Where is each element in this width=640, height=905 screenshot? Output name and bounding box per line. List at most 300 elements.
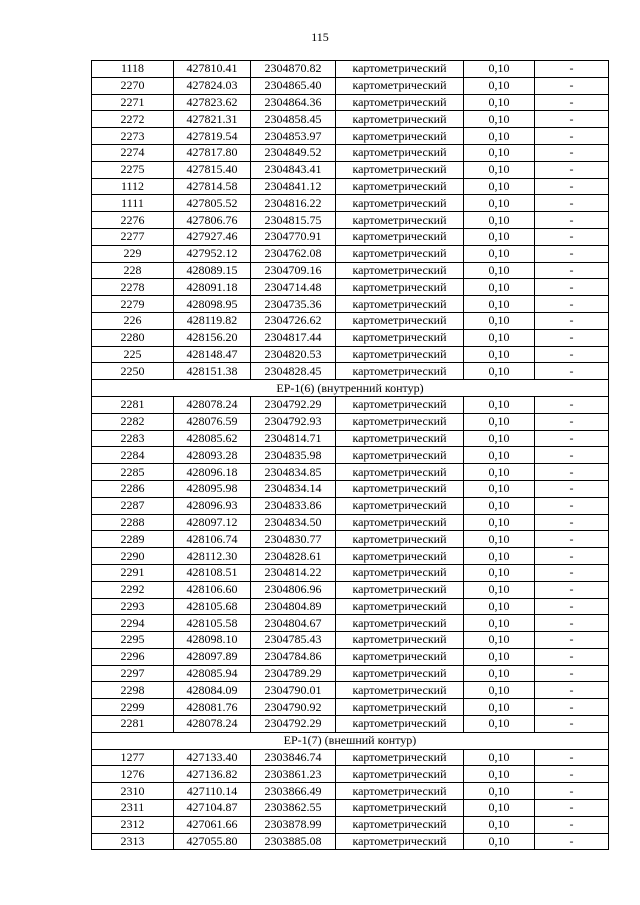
- note-cell: -: [535, 447, 609, 464]
- method-cell: картометрический: [336, 833, 464, 850]
- y-coordinate-cell: 2304789.29: [251, 665, 336, 682]
- y-coordinate-cell: 2304806.96: [251, 581, 336, 598]
- note-cell: -: [535, 346, 609, 363]
- point-number-cell: 228: [92, 262, 174, 279]
- table-row: [92, 178, 609, 195]
- method-cell: картометрический: [336, 346, 464, 363]
- accuracy-cell: 0,10: [464, 514, 535, 531]
- x-coordinate-cell: 428098.95: [174, 296, 251, 313]
- point-number-cell: 2295: [92, 632, 174, 649]
- note-cell: -: [535, 749, 609, 766]
- accuracy-cell: 0,10: [464, 161, 535, 178]
- accuracy-cell: 0,10: [464, 128, 535, 145]
- x-coordinate-cell: 427806.76: [174, 212, 251, 229]
- y-coordinate-cell: 2304849.52: [251, 144, 336, 161]
- y-coordinate-cell: 2304853.97: [251, 128, 336, 145]
- table-row: [92, 564, 609, 581]
- x-coordinate-cell: 428097.89: [174, 648, 251, 665]
- note-cell: -: [535, 144, 609, 161]
- point-number-cell: 2275: [92, 161, 174, 178]
- note-cell: -: [535, 564, 609, 581]
- x-coordinate-cell: 427805.52: [174, 195, 251, 212]
- table-row: [92, 111, 609, 128]
- accuracy-cell: 0,10: [464, 312, 535, 329]
- table-row: [92, 161, 609, 178]
- x-coordinate-cell: 428078.24: [174, 396, 251, 413]
- x-coordinate-cell: 428112.30: [174, 548, 251, 565]
- accuracy-cell: 0,10: [464, 396, 535, 413]
- table-row: [92, 833, 609, 850]
- point-number-cell: 2297: [92, 665, 174, 682]
- point-number-cell: 2312: [92, 816, 174, 833]
- y-coordinate-cell: 2304817.44: [251, 329, 336, 346]
- note-cell: -: [535, 833, 609, 850]
- method-cell: картометрический: [336, 430, 464, 447]
- table-row: [92, 648, 609, 665]
- y-coordinate-cell: 2304814.22: [251, 564, 336, 581]
- point-number-cell: 226: [92, 312, 174, 329]
- y-coordinate-cell: 2304762.08: [251, 245, 336, 262]
- y-coordinate-cell: 2304835.98: [251, 447, 336, 464]
- accuracy-cell: 0,10: [464, 61, 535, 78]
- y-coordinate-cell: 2304864.36: [251, 94, 336, 111]
- point-number-cell: 1118: [92, 61, 174, 78]
- table-row: [92, 514, 609, 531]
- section-title: ЕР-1(6) (внутренний контур): [92, 380, 609, 397]
- table-row: [92, 531, 609, 548]
- y-coordinate-cell: 2304726.62: [251, 312, 336, 329]
- x-coordinate-cell: 428106.60: [174, 581, 251, 598]
- table-row: [92, 61, 609, 78]
- table-row: [92, 716, 609, 733]
- x-coordinate-cell: 428105.68: [174, 598, 251, 615]
- note-cell: -: [535, 296, 609, 313]
- x-coordinate-cell: 428085.94: [174, 665, 251, 682]
- x-coordinate-cell: 427055.80: [174, 833, 251, 850]
- x-coordinate-cell: 428151.38: [174, 363, 251, 380]
- table-row: [92, 548, 609, 565]
- section-row: [92, 380, 609, 397]
- point-number-cell: 2291: [92, 564, 174, 581]
- note-cell: -: [535, 396, 609, 413]
- y-coordinate-cell: 2304828.45: [251, 363, 336, 380]
- accuracy-cell: 0,10: [464, 329, 535, 346]
- note-cell: -: [535, 161, 609, 178]
- x-coordinate-cell: 428084.09: [174, 682, 251, 699]
- note-cell: -: [535, 279, 609, 296]
- accuracy-cell: 0,10: [464, 531, 535, 548]
- method-cell: картометрический: [336, 665, 464, 682]
- x-coordinate-cell: 427823.62: [174, 94, 251, 111]
- table-row: [92, 665, 609, 682]
- x-coordinate-cell: 428156.20: [174, 329, 251, 346]
- method-cell: картометрический: [336, 749, 464, 766]
- table-row: [92, 800, 609, 817]
- table-row: [92, 212, 609, 229]
- y-coordinate-cell: 2303862.55: [251, 800, 336, 817]
- y-coordinate-cell: 2304858.45: [251, 111, 336, 128]
- point-number-cell: 2290: [92, 548, 174, 565]
- accuracy-cell: 0,10: [464, 749, 535, 766]
- x-coordinate-cell: 427817.80: [174, 144, 251, 161]
- note-cell: -: [535, 800, 609, 817]
- y-coordinate-cell: 2304816.22: [251, 195, 336, 212]
- y-coordinate-cell: 2304792.29: [251, 716, 336, 733]
- y-coordinate-cell: 2304814.71: [251, 430, 336, 447]
- note-cell: -: [535, 195, 609, 212]
- note-cell: -: [535, 178, 609, 195]
- accuracy-cell: 0,10: [464, 464, 535, 481]
- point-number-cell: 2272: [92, 111, 174, 128]
- note-cell: -: [535, 632, 609, 649]
- table-row: [92, 699, 609, 716]
- method-cell: картометрический: [336, 699, 464, 716]
- accuracy-cell: 0,10: [464, 447, 535, 464]
- method-cell: картометрический: [336, 363, 464, 380]
- table-row: [92, 430, 609, 447]
- point-number-cell: 2287: [92, 497, 174, 514]
- x-coordinate-cell: 428097.12: [174, 514, 251, 531]
- y-coordinate-cell: 2304834.14: [251, 480, 336, 497]
- x-coordinate-cell: 427814.58: [174, 178, 251, 195]
- table-row: [92, 346, 609, 363]
- table-row: [92, 816, 609, 833]
- note-cell: -: [535, 61, 609, 78]
- note-cell: -: [535, 480, 609, 497]
- accuracy-cell: 0,10: [464, 632, 535, 649]
- method-cell: картометрический: [336, 598, 464, 615]
- note-cell: -: [535, 783, 609, 800]
- table-row: [92, 497, 609, 514]
- method-cell: картометрический: [336, 195, 464, 212]
- table-row: [92, 296, 609, 313]
- note-cell: -: [535, 531, 609, 548]
- point-number-cell: 1277: [92, 749, 174, 766]
- accuracy-cell: 0,10: [464, 195, 535, 212]
- accuracy-cell: 0,10: [464, 296, 535, 313]
- table-row: [92, 195, 609, 212]
- accuracy-cell: 0,10: [464, 111, 535, 128]
- accuracy-cell: 0,10: [464, 783, 535, 800]
- y-coordinate-cell: 2304790.92: [251, 699, 336, 716]
- accuracy-cell: 0,10: [464, 228, 535, 245]
- method-cell: картометрический: [336, 800, 464, 817]
- point-number-cell: 2280: [92, 329, 174, 346]
- method-cell: картометрический: [336, 94, 464, 111]
- note-cell: -: [535, 430, 609, 447]
- accuracy-cell: 0,10: [464, 548, 535, 565]
- note-cell: -: [535, 128, 609, 145]
- point-number-cell: 2281: [92, 396, 174, 413]
- note-cell: -: [535, 413, 609, 430]
- point-number-cell: 1112: [92, 178, 174, 195]
- y-coordinate-cell: 2303846.74: [251, 749, 336, 766]
- y-coordinate-cell: 2304815.75: [251, 212, 336, 229]
- y-coordinate-cell: 2304870.82: [251, 61, 336, 78]
- x-coordinate-cell: 428148.47: [174, 346, 251, 363]
- x-coordinate-cell: 428093.28: [174, 447, 251, 464]
- point-number-cell: 2281: [92, 716, 174, 733]
- x-coordinate-cell: 427824.03: [174, 77, 251, 94]
- accuracy-cell: 0,10: [464, 564, 535, 581]
- note-cell: -: [535, 77, 609, 94]
- x-coordinate-cell: 428085.62: [174, 430, 251, 447]
- accuracy-cell: 0,10: [464, 279, 535, 296]
- x-coordinate-cell: 428108.51: [174, 564, 251, 581]
- x-coordinate-cell: 427061.66: [174, 816, 251, 833]
- note-cell: -: [535, 514, 609, 531]
- y-coordinate-cell: 2304784.86: [251, 648, 336, 665]
- y-coordinate-cell: 2304865.40: [251, 77, 336, 94]
- y-coordinate-cell: 2304792.93: [251, 413, 336, 430]
- method-cell: картометрический: [336, 783, 464, 800]
- accuracy-cell: 0,10: [464, 178, 535, 195]
- accuracy-cell: 0,10: [464, 816, 535, 833]
- method-cell: картометрический: [336, 632, 464, 649]
- y-coordinate-cell: 2304820.53: [251, 346, 336, 363]
- point-number-cell: 2276: [92, 212, 174, 229]
- accuracy-cell: 0,10: [464, 262, 535, 279]
- method-cell: картометрический: [336, 413, 464, 430]
- point-number-cell: 2286: [92, 480, 174, 497]
- table-row: [92, 581, 609, 598]
- method-cell: картометрический: [336, 228, 464, 245]
- y-coordinate-cell: 2304714.48: [251, 279, 336, 296]
- accuracy-cell: 0,10: [464, 77, 535, 94]
- table-row: [92, 94, 609, 111]
- note-cell: -: [535, 94, 609, 111]
- note-cell: -: [535, 245, 609, 262]
- note-cell: -: [535, 497, 609, 514]
- x-coordinate-cell: 428089.15: [174, 262, 251, 279]
- section-title: ЕР-1(7) (внешний контур): [92, 732, 609, 749]
- coordinates-table: [91, 60, 609, 850]
- method-cell: картометрический: [336, 615, 464, 632]
- accuracy-cell: 0,10: [464, 144, 535, 161]
- note-cell: -: [535, 816, 609, 833]
- accuracy-cell: 0,10: [464, 497, 535, 514]
- table-row: [92, 682, 609, 699]
- table-row: [92, 447, 609, 464]
- y-coordinate-cell: 2304834.85: [251, 464, 336, 481]
- method-cell: картометрический: [336, 648, 464, 665]
- point-number-cell: 2292: [92, 581, 174, 598]
- method-cell: картометрический: [336, 766, 464, 783]
- accuracy-cell: 0,10: [464, 598, 535, 615]
- point-number-cell: 2296: [92, 648, 174, 665]
- point-number-cell: 2274: [92, 144, 174, 161]
- method-cell: картометрический: [336, 262, 464, 279]
- point-number-cell: 2289: [92, 531, 174, 548]
- note-cell: -: [535, 111, 609, 128]
- accuracy-cell: 0,10: [464, 615, 535, 632]
- method-cell: картометрический: [336, 61, 464, 78]
- y-coordinate-cell: 2304790.01: [251, 682, 336, 699]
- y-coordinate-cell: 2303866.49: [251, 783, 336, 800]
- point-number-cell: 2310: [92, 783, 174, 800]
- method-cell: картометрический: [336, 396, 464, 413]
- x-coordinate-cell: 427952.12: [174, 245, 251, 262]
- point-number-cell: 2311: [92, 800, 174, 817]
- x-coordinate-cell: 428076.59: [174, 413, 251, 430]
- point-number-cell: 2250: [92, 363, 174, 380]
- x-coordinate-cell: 427821.31: [174, 111, 251, 128]
- page-number: 115: [311, 30, 329, 44]
- method-cell: картометрический: [336, 312, 464, 329]
- method-cell: картометрический: [336, 480, 464, 497]
- note-cell: -: [535, 228, 609, 245]
- x-coordinate-cell: 427136.82: [174, 766, 251, 783]
- y-coordinate-cell: 2303885.08: [251, 833, 336, 850]
- method-cell: картометрический: [336, 212, 464, 229]
- accuracy-cell: 0,10: [464, 346, 535, 363]
- table-row: [92, 245, 609, 262]
- y-coordinate-cell: 2304770.91: [251, 228, 336, 245]
- note-cell: -: [535, 262, 609, 279]
- y-coordinate-cell: 2304841.12: [251, 178, 336, 195]
- y-coordinate-cell: 2304833.86: [251, 497, 336, 514]
- y-coordinate-cell: 2303861.23: [251, 766, 336, 783]
- method-cell: картометрический: [336, 245, 464, 262]
- note-cell: -: [535, 682, 609, 699]
- note-cell: -: [535, 716, 609, 733]
- y-coordinate-cell: 2304735.36: [251, 296, 336, 313]
- method-cell: картометрический: [336, 279, 464, 296]
- table-row: [92, 413, 609, 430]
- table-row: [92, 464, 609, 481]
- x-coordinate-cell: 427819.54: [174, 128, 251, 145]
- x-coordinate-cell: 428105.58: [174, 615, 251, 632]
- method-cell: картометрический: [336, 447, 464, 464]
- note-cell: -: [535, 212, 609, 229]
- method-cell: картометрический: [336, 514, 464, 531]
- point-number-cell: 2273: [92, 128, 174, 145]
- note-cell: -: [535, 648, 609, 665]
- point-number-cell: 1276: [92, 766, 174, 783]
- section-row: [92, 732, 609, 749]
- table-row: [92, 329, 609, 346]
- table-row: [92, 228, 609, 245]
- point-number-cell: 2298: [92, 682, 174, 699]
- method-cell: картометрический: [336, 682, 464, 699]
- x-coordinate-cell: 428091.18: [174, 279, 251, 296]
- y-coordinate-cell: 2304830.77: [251, 531, 336, 548]
- note-cell: -: [535, 665, 609, 682]
- y-coordinate-cell: 2304792.29: [251, 396, 336, 413]
- accuracy-cell: 0,10: [464, 581, 535, 598]
- point-number-cell: 2279: [92, 296, 174, 313]
- table-row: [92, 312, 609, 329]
- y-coordinate-cell: 2304828.61: [251, 548, 336, 565]
- y-coordinate-cell: 2303878.99: [251, 816, 336, 833]
- table-row: [92, 632, 609, 649]
- accuracy-cell: 0,10: [464, 413, 535, 430]
- note-cell: -: [535, 699, 609, 716]
- x-coordinate-cell: 427927.46: [174, 228, 251, 245]
- note-cell: -: [535, 766, 609, 783]
- accuracy-cell: 0,10: [464, 665, 535, 682]
- method-cell: картометрический: [336, 464, 464, 481]
- method-cell: картометрический: [336, 329, 464, 346]
- table-row: [92, 77, 609, 94]
- y-coordinate-cell: 2304843.41: [251, 161, 336, 178]
- x-coordinate-cell: 428098.10: [174, 632, 251, 649]
- method-cell: картометрический: [336, 497, 464, 514]
- x-coordinate-cell: 428119.82: [174, 312, 251, 329]
- method-cell: картометрический: [336, 531, 464, 548]
- method-cell: картометрический: [336, 77, 464, 94]
- note-cell: -: [535, 548, 609, 565]
- table-row: [92, 749, 609, 766]
- accuracy-cell: 0,10: [464, 430, 535, 447]
- x-coordinate-cell: 428096.93: [174, 497, 251, 514]
- point-number-cell: 2299: [92, 699, 174, 716]
- accuracy-cell: 0,10: [464, 699, 535, 716]
- method-cell: картометрический: [336, 581, 464, 598]
- method-cell: картометрический: [336, 178, 464, 195]
- point-number-cell: 2270: [92, 77, 174, 94]
- method-cell: картометрический: [336, 111, 464, 128]
- table-row: [92, 279, 609, 296]
- point-number-cell: 2313: [92, 833, 174, 850]
- table-row: [92, 615, 609, 632]
- point-number-cell: 2277: [92, 228, 174, 245]
- method-cell: картометрический: [336, 128, 464, 145]
- x-coordinate-cell: 427810.41: [174, 61, 251, 78]
- table-row: [92, 262, 609, 279]
- table-row: [92, 766, 609, 783]
- note-cell: -: [535, 312, 609, 329]
- accuracy-cell: 0,10: [464, 363, 535, 380]
- accuracy-cell: 0,10: [464, 716, 535, 733]
- table-row: [92, 396, 609, 413]
- note-cell: -: [535, 598, 609, 615]
- y-coordinate-cell: 2304804.89: [251, 598, 336, 615]
- note-cell: -: [535, 615, 609, 632]
- coordinates-table-body: [92, 61, 609, 850]
- x-coordinate-cell: 428081.76: [174, 699, 251, 716]
- accuracy-cell: 0,10: [464, 800, 535, 817]
- accuracy-cell: 0,10: [464, 682, 535, 699]
- point-number-cell: 2271: [92, 94, 174, 111]
- method-cell: картометрический: [336, 816, 464, 833]
- y-coordinate-cell: 2304804.67: [251, 615, 336, 632]
- accuracy-cell: 0,10: [464, 94, 535, 111]
- y-coordinate-cell: 2304834.50: [251, 514, 336, 531]
- accuracy-cell: 0,10: [464, 833, 535, 850]
- x-coordinate-cell: 428095.98: [174, 480, 251, 497]
- x-coordinate-cell: 427133.40: [174, 749, 251, 766]
- note-cell: -: [535, 581, 609, 598]
- note-cell: -: [535, 464, 609, 481]
- note-cell: -: [535, 363, 609, 380]
- y-coordinate-cell: 2304785.43: [251, 632, 336, 649]
- point-number-cell: 2278: [92, 279, 174, 296]
- table-row: [92, 783, 609, 800]
- accuracy-cell: 0,10: [464, 648, 535, 665]
- point-number-cell: 229: [92, 245, 174, 262]
- note-cell: -: [535, 329, 609, 346]
- method-cell: картометрический: [336, 144, 464, 161]
- table-row: [92, 598, 609, 615]
- accuracy-cell: 0,10: [464, 212, 535, 229]
- method-cell: картометрический: [336, 161, 464, 178]
- point-number-cell: 2283: [92, 430, 174, 447]
- point-number-cell: 2282: [92, 413, 174, 430]
- table-row: [92, 363, 609, 380]
- table-row: [92, 128, 609, 145]
- x-coordinate-cell: 427110.14: [174, 783, 251, 800]
